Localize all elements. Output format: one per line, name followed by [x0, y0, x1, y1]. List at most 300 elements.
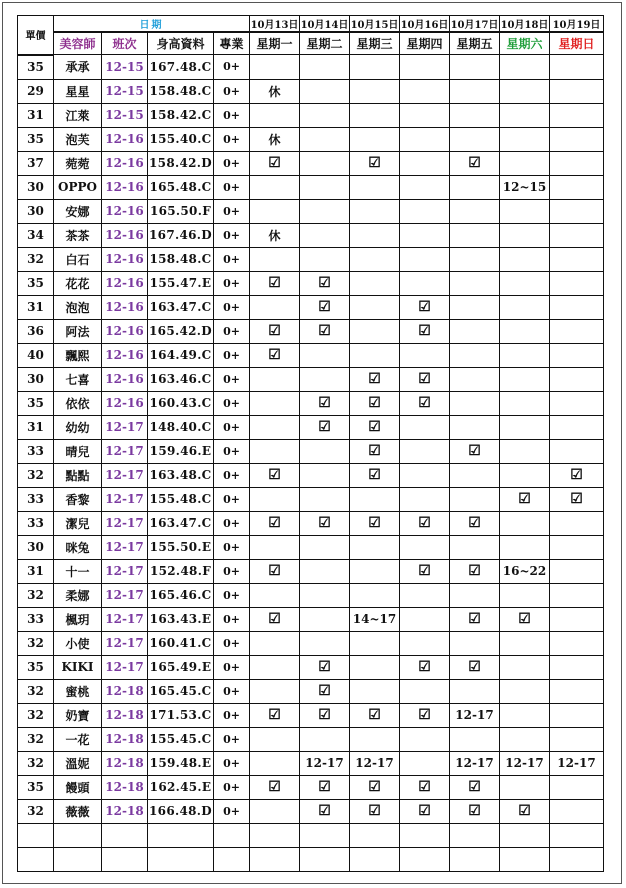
day-cell: [450, 319, 500, 343]
table-row: [18, 511, 604, 535]
day-cell: [500, 79, 550, 103]
day-cell: [300, 79, 350, 103]
empty-row: [18, 847, 604, 871]
shift-cell: 12-18: [102, 727, 148, 751]
day-cell: [250, 391, 300, 415]
day-cell: 12~15: [500, 175, 550, 199]
day-cell: 12-17: [550, 751, 604, 775]
price-cell: 33: [18, 487, 54, 511]
beautician-name: 依依: [54, 391, 102, 415]
weekday-header-saturday: 星期六: [500, 32, 550, 55]
empty-cell: [148, 847, 214, 871]
shift-cell: 12-18: [102, 775, 148, 799]
size-cell: 165.49.E: [148, 655, 214, 679]
day-cell: [550, 631, 604, 655]
day-cell: [250, 607, 300, 631]
price-header: 單價: [18, 16, 54, 55]
day-cell: [450, 655, 500, 679]
checkbox-checked-icon: ☑: [368, 395, 381, 411]
day-cell: [350, 559, 400, 583]
day-cell: [300, 127, 350, 151]
weekday-header: 星期五: [450, 32, 500, 55]
day-cell: [400, 583, 450, 607]
day-cell: [400, 247, 450, 271]
size-cell: 167.46.D: [148, 223, 214, 247]
day-cell: [300, 271, 350, 295]
table-row: [18, 223, 604, 247]
size-cell: 160.43.C: [148, 391, 214, 415]
day-cell: [300, 655, 350, 679]
profession-cell: 0+: [214, 175, 250, 199]
profession-cell: 0+: [214, 367, 250, 391]
profession-cell: 0+: [214, 391, 250, 415]
table-row: [18, 631, 604, 655]
beautician-name: 晴兒: [54, 439, 102, 463]
size-cell: 163.47.C: [148, 511, 214, 535]
checkbox-checked-icon: ☑: [268, 515, 281, 531]
shift-cell: 12-16: [102, 295, 148, 319]
day-cell: [500, 391, 550, 415]
day-cell: 12-17: [500, 751, 550, 775]
day-cell: [300, 583, 350, 607]
day-cell: [400, 199, 450, 223]
schedule-body: [18, 55, 604, 872]
day-cell: [550, 247, 604, 271]
day-cell: [450, 343, 500, 367]
day-cell: [550, 775, 604, 799]
empty-cell: [300, 823, 350, 847]
profession-cell: 0+: [214, 415, 250, 439]
checkbox-checked-icon: ☑: [368, 371, 381, 387]
day-cell: [350, 319, 400, 343]
weekday-header: 星期二: [300, 32, 350, 55]
shift-cell: 12-17: [102, 559, 148, 583]
profession-cell: 0+: [214, 439, 250, 463]
shift-cell: 12-17: [102, 439, 148, 463]
checkbox-checked-icon: ☑: [468, 443, 481, 459]
day-cell: [450, 799, 500, 823]
profession-cell: 0+: [214, 775, 250, 799]
beautician-name: 溫妮: [54, 751, 102, 775]
empty-cell: [18, 823, 54, 847]
day-cell: [450, 295, 500, 319]
checkbox-checked-icon: ☑: [368, 707, 381, 723]
table-row: [18, 727, 604, 751]
profession-cell: 0+: [214, 727, 250, 751]
day-cell: [350, 775, 400, 799]
day-cell: [550, 319, 604, 343]
day-cell: [500, 679, 550, 703]
day-cell: [300, 295, 350, 319]
size-cell: 158.48.C: [148, 79, 214, 103]
profession-cell: 0+: [214, 559, 250, 583]
empty-cell: [102, 823, 148, 847]
day-cell: [400, 223, 450, 247]
day-cell: [550, 343, 604, 367]
day-cell: [350, 439, 400, 463]
day-cell: [450, 79, 500, 103]
table-row: [18, 55, 604, 80]
day-cell: [550, 175, 604, 199]
day-cell: [400, 463, 450, 487]
profession-cell: 0+: [214, 319, 250, 343]
day-cell: 12-17: [450, 751, 500, 775]
shift-cell: 12-15: [102, 55, 148, 80]
checkbox-checked-icon: ☑: [268, 611, 281, 627]
empty-cell: [350, 823, 400, 847]
day-cell: [350, 55, 400, 80]
price-cell: 35: [18, 127, 54, 151]
shift-cell: 12-18: [102, 703, 148, 727]
day-cell: [400, 727, 450, 751]
day-cell: [550, 535, 604, 559]
checkbox-checked-icon: ☑: [318, 275, 331, 291]
empty-cell: [214, 823, 250, 847]
day-cell: [300, 247, 350, 271]
shift-cell: 12-18: [102, 751, 148, 775]
empty-cell: [148, 823, 214, 847]
day-cell: [500, 103, 550, 127]
price-cell: 31: [18, 415, 54, 439]
price-cell: 32: [18, 727, 54, 751]
size-cell: 155.48.C: [148, 487, 214, 511]
day-cell: [500, 151, 550, 175]
table-row: [18, 607, 604, 631]
shift-cell: 12-17: [102, 463, 148, 487]
table-row: [18, 535, 604, 559]
size-cell: 166.48.D: [148, 799, 214, 823]
checkbox-checked-icon: ☑: [468, 659, 481, 675]
checkbox-checked-icon: ☑: [418, 371, 431, 387]
beautician-name: 香黎: [54, 487, 102, 511]
price-cell: 32: [18, 679, 54, 703]
price-cell: 33: [18, 511, 54, 535]
day-cell: [350, 343, 400, 367]
day-cell: [400, 55, 450, 80]
day-cell: [350, 103, 400, 127]
checkbox-checked-icon: ☑: [318, 779, 331, 795]
shift-cell: 12-17: [102, 535, 148, 559]
checkbox-checked-icon: ☑: [368, 467, 381, 483]
day-cell: [550, 271, 604, 295]
day-cell: [250, 631, 300, 655]
checkbox-checked-icon: ☑: [368, 419, 381, 435]
beautician-name: 泡芙: [54, 127, 102, 151]
shift-cell: 12-16: [102, 271, 148, 295]
day-cell: [350, 631, 400, 655]
day-cell: [250, 751, 300, 775]
header-row-labels: [18, 32, 604, 55]
day-cell: [450, 367, 500, 391]
shift-cell: 12-15: [102, 79, 148, 103]
table-row: [18, 559, 604, 583]
checkbox-checked-icon: ☑: [318, 515, 331, 531]
profession-cell: 0+: [214, 127, 250, 151]
day-cell: [400, 151, 450, 175]
day-cell: [300, 559, 350, 583]
price-cell: 35: [18, 55, 54, 80]
date-header: 10月18日: [500, 16, 550, 33]
profession-cell: 0+: [214, 151, 250, 175]
profession-cell: 0+: [214, 703, 250, 727]
day-cell: [400, 319, 450, 343]
beautician-name: 咪兔: [54, 535, 102, 559]
day-cell: [400, 79, 450, 103]
checkbox-checked-icon: ☑: [518, 491, 531, 507]
beautician-name: OPPO: [54, 175, 102, 199]
empty-cell: [54, 823, 102, 847]
price-cell: 32: [18, 631, 54, 655]
profession-cell: 0+: [214, 271, 250, 295]
day-cell: [400, 127, 450, 151]
day-cell: 休: [250, 79, 300, 103]
price-cell: 31: [18, 103, 54, 127]
day-cell: 休: [250, 223, 300, 247]
checkbox-checked-icon: ☑: [318, 419, 331, 435]
day-cell: [500, 55, 550, 80]
beautician-name: 阿法: [54, 319, 102, 343]
profession-cell: 0+: [214, 535, 250, 559]
day-cell: [300, 439, 350, 463]
weekday-header-sunday: 星期日: [550, 32, 604, 55]
size-cell: 162.45.E: [148, 775, 214, 799]
day-cell: [350, 535, 400, 559]
day-cell: [350, 271, 400, 295]
size-cell: 171.53.C: [148, 703, 214, 727]
day-cell: [250, 55, 300, 80]
weekday-header: 星期三: [350, 32, 400, 55]
table-row: [18, 103, 604, 127]
day-cell: [500, 775, 550, 799]
size-header: 身高資料: [148, 32, 214, 55]
day-cell: [350, 463, 400, 487]
shift-cell: 12-17: [102, 607, 148, 631]
shift-cell: 12-16: [102, 127, 148, 151]
size-cell: 165.48.C: [148, 175, 214, 199]
beautician-name: 白石: [54, 247, 102, 271]
empty-cell: [102, 847, 148, 871]
day-cell: [500, 439, 550, 463]
shift-cell: 12-17: [102, 487, 148, 511]
day-cell: [500, 223, 550, 247]
empty-cell: [500, 823, 550, 847]
table-row: [18, 583, 604, 607]
price-cell: 33: [18, 607, 54, 631]
day-cell: [450, 463, 500, 487]
beautician-name: 泡泡: [54, 295, 102, 319]
day-cell: [300, 727, 350, 751]
day-cell: [350, 511, 400, 535]
shift-cell: 12-16: [102, 175, 148, 199]
day-cell: [550, 703, 604, 727]
checkbox-checked-icon: ☑: [468, 155, 481, 171]
beautician-name: 奶寶: [54, 703, 102, 727]
day-cell: [250, 463, 300, 487]
day-cell: [450, 391, 500, 415]
checkbox-checked-icon: ☑: [570, 491, 583, 507]
size-cell: 152.48.F: [148, 559, 214, 583]
profession-cell: 0+: [214, 487, 250, 511]
day-cell: [500, 343, 550, 367]
checkbox-checked-icon: ☑: [418, 779, 431, 795]
day-cell: [400, 631, 450, 655]
day-cell: [400, 799, 450, 823]
checkbox-checked-icon: ☑: [368, 515, 381, 531]
day-cell: 12-17: [350, 751, 400, 775]
price-cell: 34: [18, 223, 54, 247]
price-cell: 35: [18, 391, 54, 415]
day-cell: [350, 583, 400, 607]
checkbox-checked-icon: ☑: [418, 659, 431, 675]
day-cell: [550, 55, 604, 80]
day-cell: [350, 367, 400, 391]
checkbox-checked-icon: ☑: [368, 803, 381, 819]
date-header: 10月17日: [450, 16, 500, 33]
price-cell: 32: [18, 703, 54, 727]
empty-cell: [550, 823, 604, 847]
day-cell: [550, 103, 604, 127]
day-cell: [300, 775, 350, 799]
day-cell: [550, 415, 604, 439]
day-cell: 12-17: [300, 751, 350, 775]
checkbox-checked-icon: ☑: [268, 275, 281, 291]
day-cell: [450, 439, 500, 463]
day-cell: [300, 799, 350, 823]
price-cell: 29: [18, 79, 54, 103]
day-cell: [250, 151, 300, 175]
empty-cell: [550, 847, 604, 871]
size-cell: 155.47.E: [148, 271, 214, 295]
table-row: [18, 679, 604, 703]
size-cell: 165.45.C: [148, 679, 214, 703]
empty-cell: [400, 823, 450, 847]
checkbox-checked-icon: ☑: [268, 563, 281, 579]
table-row: [18, 775, 604, 799]
day-cell: [450, 199, 500, 223]
day-cell: [550, 727, 604, 751]
checkbox-checked-icon: ☑: [418, 323, 431, 339]
table-row: [18, 655, 604, 679]
day-cell: [550, 679, 604, 703]
profession-cell: 0+: [214, 799, 250, 823]
empty-cell: [450, 823, 500, 847]
price-cell: 37: [18, 151, 54, 175]
empty-cell: [400, 847, 450, 871]
beautician-name: 楓玥: [54, 607, 102, 631]
beautician-name: 薇薇: [54, 799, 102, 823]
day-cell: [450, 415, 500, 439]
checkbox-checked-icon: ☑: [418, 515, 431, 531]
day-cell: [500, 319, 550, 343]
day-cell: [450, 223, 500, 247]
day-cell: [300, 679, 350, 703]
date-header: 10月15日: [350, 16, 400, 33]
table-row: [18, 127, 604, 151]
size-cell: 165.42.D: [148, 319, 214, 343]
date-header: 10月19日: [550, 16, 604, 33]
day-cell: [450, 175, 500, 199]
profession-cell: 0+: [214, 103, 250, 127]
empty-cell: [250, 823, 300, 847]
day-cell: [500, 511, 550, 535]
profession-cell: 0+: [214, 655, 250, 679]
day-cell: [400, 415, 450, 439]
size-cell: 163.47.C: [148, 295, 214, 319]
day-cell: [400, 775, 450, 799]
day-cell: [500, 535, 550, 559]
day-cell: [500, 607, 550, 631]
day-cell: [300, 199, 350, 223]
schedule-table: [17, 15, 604, 872]
day-cell: [350, 727, 400, 751]
day-cell: [350, 79, 400, 103]
size-cell: 159.46.E: [148, 439, 214, 463]
day-cell: [350, 679, 400, 703]
day-cell: [300, 151, 350, 175]
table-row: [18, 463, 604, 487]
profession-cell: 0+: [214, 511, 250, 535]
table-row: [18, 487, 604, 511]
day-cell: [250, 439, 300, 463]
day-cell: [350, 703, 400, 727]
size-cell: 163.48.C: [148, 463, 214, 487]
day-cell: [500, 463, 550, 487]
day-cell: [400, 439, 450, 463]
beautician-name: 饅頭: [54, 775, 102, 799]
day-cell: [250, 655, 300, 679]
beautician-name: 一花: [54, 727, 102, 751]
shift-cell: 12-16: [102, 391, 148, 415]
day-cell: [400, 271, 450, 295]
shift-cell: 12-17: [102, 415, 148, 439]
beautician-name: 柔娜: [54, 583, 102, 607]
beautician-name: 安娜: [54, 199, 102, 223]
empty-cell: [350, 847, 400, 871]
day-cell: [550, 463, 604, 487]
day-cell: [500, 367, 550, 391]
day-cell: [400, 511, 450, 535]
day-cell: [350, 127, 400, 151]
day-cell: [550, 367, 604, 391]
price-cell: 32: [18, 583, 54, 607]
checkbox-checked-icon: ☑: [318, 299, 331, 315]
day-cell: [300, 703, 350, 727]
profession-cell: 0+: [214, 55, 250, 80]
shift-cell: 12-17: [102, 631, 148, 655]
checkbox-checked-icon: ☑: [368, 443, 381, 459]
day-cell: [300, 319, 350, 343]
checkbox-checked-icon: ☑: [318, 683, 331, 699]
day-cell: [350, 655, 400, 679]
day-cell: [250, 175, 300, 199]
day-cell: [300, 103, 350, 127]
day-cell: [500, 127, 550, 151]
day-cell: [300, 343, 350, 367]
day-cell: [250, 775, 300, 799]
beautician-name: 花花: [54, 271, 102, 295]
checkbox-checked-icon: ☑: [418, 803, 431, 819]
day-cell: [450, 559, 500, 583]
date-header: 10月13日: [250, 16, 300, 33]
day-cell: [550, 79, 604, 103]
shift-cell: 12-16: [102, 367, 148, 391]
day-cell: [400, 295, 450, 319]
checkbox-checked-icon: ☑: [468, 515, 481, 531]
day-cell: [300, 391, 350, 415]
day-cell: [400, 607, 450, 631]
checkbox-checked-icon: ☑: [570, 467, 583, 483]
day-cell: [550, 511, 604, 535]
